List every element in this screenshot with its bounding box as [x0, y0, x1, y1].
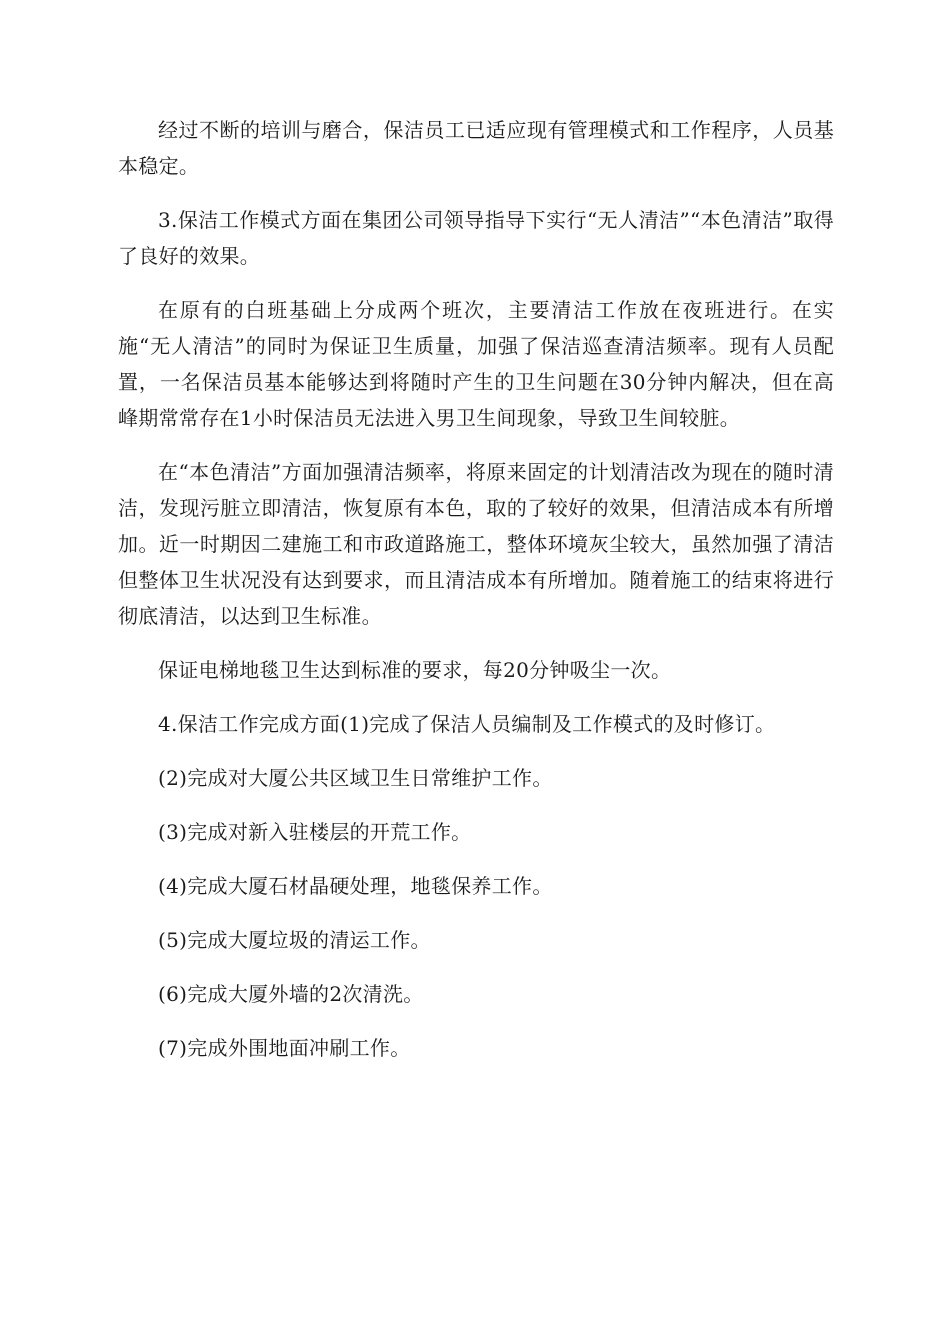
list-item-2: (2)完成对大厦公共区域卫生日常维护工作。: [158, 766, 553, 790]
list-item-4: (4)完成大厦石材晶硬处理，地毯保养工作。: [158, 874, 553, 898]
paragraph-natural-clean: 在“本色清洁”方面加强清洁频率，将原来固定的计划清洁改为现在的随时清洁，发现污脏立即清洁，恢复原有本色，取的了较好的效果，但清洁成本有所增加。近一时期因二建施工和市政道路施工，整体环境灰尘较大，虽然加强了清洁但整体卫生状况没有达到要求，而且清洁成本有所增加。随着施工的结束将进行彻底清洁，以达到卫生标准。: [118, 460, 834, 628]
list-item-3: (3)完成对新入驻楼层的开荒工作。: [158, 820, 472, 844]
paragraph-shift-arrangement: 在原有的白班基础上分成两个班次，主要清洁工作放在夜班进行。在实施“无人清洁”的同时为保证卫生质量，加强了保洁巡查清洁频率。现有人员配置，一名保洁员基本能够达到将随时产生的卫生问题在30分钟内解决，但在高峰期常常存在1小时保洁员无法进入男卫生间现象，导致卫生间较脏。: [118, 298, 834, 430]
list-item-7: (7)完成外围地面冲刷工作。: [158, 1036, 411, 1060]
paragraph-elevator-carpet: 保证电梯地毯卫生达到标准的要求，每20分钟吸尘一次。: [158, 658, 672, 682]
paragraph-completion-heading: 4.保洁工作完成方面(1)完成了保洁人员编制及工作模式的及时修订。: [158, 712, 776, 736]
paragraph-staff-stability: 经过不断的培训与磨合，保洁员工已适应现有管理模式和工作程序，人员基本稳定。: [118, 118, 834, 178]
document-body: [118, 112, 834, 1084]
list-item-6: (6)完成大厦外墙的2次清洗。: [158, 982, 424, 1006]
paragraph-work-mode-heading: 3.保洁工作模式方面在集团公司领导指导下实行“无人清洁”“本色清洁”取得了良好的效果。: [118, 208, 834, 268]
list-item-5: (5)完成大厦垃圾的清运工作。: [158, 928, 431, 952]
